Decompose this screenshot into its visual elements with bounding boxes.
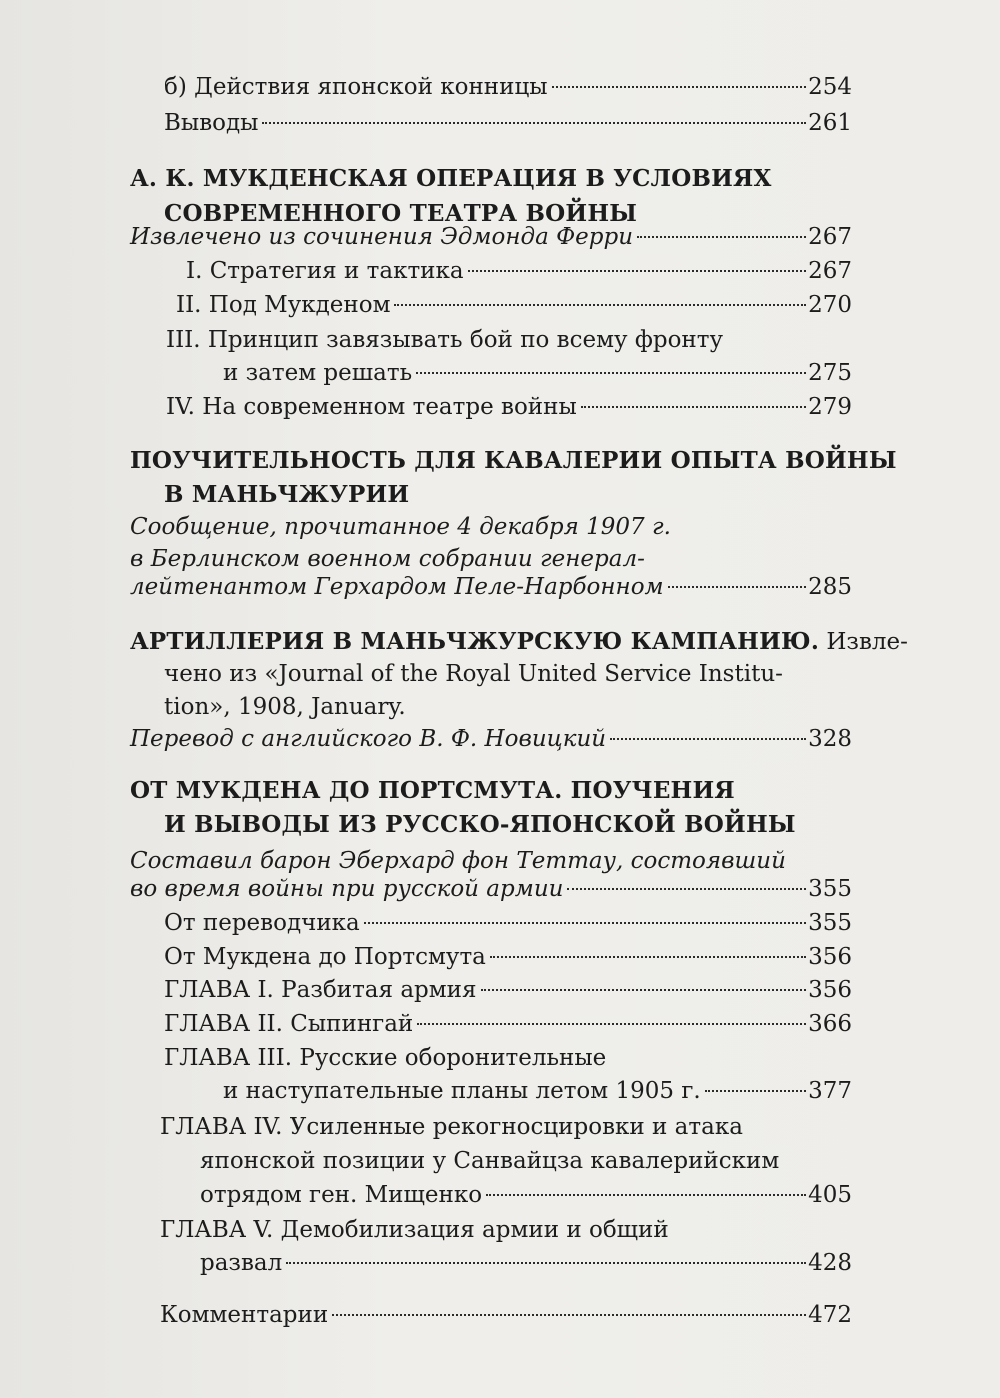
leader-dots xyxy=(581,406,806,408)
toc-entry-title: ГЛАВА II. Сыпингай xyxy=(164,1011,414,1037)
toc-entry xyxy=(223,1078,852,1104)
toc-source: в Берлинском военном собрании генерал- xyxy=(130,546,645,572)
toc-entry-title: I. Стратегия и тактика xyxy=(186,258,464,284)
toc-entry xyxy=(164,977,852,1003)
leader-dots xyxy=(286,1262,806,1264)
toc-entry-title: От Мукдена до Портсмута xyxy=(164,944,486,970)
toc-page-number: 366 xyxy=(808,1011,852,1037)
toc-page-number: 356 xyxy=(808,944,852,970)
toc-entry xyxy=(130,726,852,752)
toc-entry xyxy=(200,1182,852,1208)
leader-dots xyxy=(637,236,806,238)
leader-dots xyxy=(705,1090,806,1092)
section-title: В МАНЬЧЖУРИИ xyxy=(164,481,410,508)
toc-entry-title: Выводы xyxy=(164,110,259,136)
section-title: ПОУЧИТЕЛЬНОСТЬ ДЛЯ КАВАЛЕРИИ ОПЫТА ВОЙНЫ xyxy=(130,447,897,474)
toc-entry-title: японской позиции у Санвайцза кавалерийским xyxy=(200,1148,780,1174)
leader-dots xyxy=(668,586,806,588)
leader-dots xyxy=(468,270,806,272)
toc-entry-title: От переводчика xyxy=(164,910,360,936)
leader-dots xyxy=(417,1023,806,1025)
toc-page-number: 405 xyxy=(808,1182,852,1208)
toc-entry-title: II. Под Мукденом xyxy=(176,292,391,318)
toc-entry-title: III. Принцип завязывать бой по всему фронту xyxy=(166,327,724,353)
toc-entry-title: б) Действия японской конницы xyxy=(164,74,548,100)
leader-dots xyxy=(567,888,806,890)
toc-entry-title: ГЛАВА I. Разбитая армия xyxy=(164,977,477,1003)
leader-dots xyxy=(332,1314,806,1316)
toc-page-number: 270 xyxy=(808,292,852,318)
leader-dots xyxy=(416,372,806,374)
toc-entry xyxy=(130,876,852,902)
toc-entry xyxy=(164,1011,852,1037)
toc-page-number: 355 xyxy=(808,876,852,902)
toc-entry-title: и наступательные планы летом 1905 г. xyxy=(223,1078,701,1104)
toc-entry xyxy=(130,224,852,250)
toc-page-number: 267 xyxy=(808,258,852,284)
toc-source: Составил барон Эберхард фон Теттау, состоявший xyxy=(130,848,786,874)
toc-page-number: 328 xyxy=(808,726,852,752)
toc-page-number: 275 xyxy=(808,360,852,386)
section-title: СОВРЕМЕННОГО ТЕАТРА ВОЙНЫ xyxy=(164,200,638,227)
toc-source: во время войны при русской армии xyxy=(130,876,564,902)
toc-entry xyxy=(164,944,852,970)
toc-page-number: 355 xyxy=(808,910,852,936)
leader-dots xyxy=(481,989,807,991)
toc-entry xyxy=(130,574,852,600)
toc-entry-title: ГЛАВА III. Русские оборонительные xyxy=(164,1045,607,1071)
leader-dots xyxy=(610,738,806,740)
toc-page-number: 428 xyxy=(808,1250,852,1276)
toc-entry xyxy=(176,292,852,318)
section-description: tion», 1908, January. xyxy=(164,694,406,720)
leader-dots xyxy=(262,122,806,124)
toc-entry xyxy=(164,74,852,100)
toc-entry-title: Комментарии xyxy=(160,1302,329,1328)
toc-entry xyxy=(164,110,852,136)
section-description: чено из «Journal of the Royal United Service Institu- xyxy=(164,661,783,687)
toc-page-number: 267 xyxy=(808,224,852,250)
toc-source: Перевод с английского В. Ф. Новицкий xyxy=(130,726,607,752)
toc-page-number: 254 xyxy=(808,74,852,100)
section-title: АРТИЛЛЕРИЯ В МАНЬЧЖУРСКУЮ КАМПАНИЮ. xyxy=(130,628,820,655)
toc-page-number: 472 xyxy=(808,1302,852,1328)
toc-entry xyxy=(186,258,852,284)
toc-entry-title: и затем решать xyxy=(223,360,413,386)
toc-page-number: 261 xyxy=(808,110,852,136)
toc-entry-title: IV. На современном театре войны xyxy=(166,394,577,420)
toc-entry xyxy=(160,1302,852,1328)
toc-source: лейтенантом Герхардом Пеле-Нарбонном xyxy=(130,574,664,600)
toc-source: Извлечено из сочинения Эдмонда Ферри xyxy=(130,224,634,250)
toc-page-number: 285 xyxy=(808,574,852,600)
toc-page-number: 377 xyxy=(808,1078,852,1104)
toc-entry xyxy=(166,394,852,420)
toc-entry-title: развал xyxy=(200,1250,283,1276)
toc-page-number: 356 xyxy=(808,977,852,1003)
toc-entry-title: отрядом ген. Мищенко xyxy=(200,1182,483,1208)
section-title: ОТ МУКДЕНА ДО ПОРТСМУТА. ПОУЧЕНИЯ xyxy=(130,777,735,804)
toc-entry xyxy=(164,910,852,936)
toc-entry xyxy=(223,360,852,386)
toc-entry-title: ГЛАВА V. Демобилизация армии и общий xyxy=(160,1217,669,1243)
section-title-line xyxy=(130,628,908,655)
section-title-rest: Извле- xyxy=(819,629,908,655)
leader-dots xyxy=(486,1194,806,1196)
leader-dots xyxy=(552,86,807,88)
section-title: И ВЫВОДЫ ИЗ РУССКО-ЯПОНСКОЙ ВОЙНЫ xyxy=(164,811,796,838)
section-title: А. К. МУКДЕНСКАЯ ОПЕРАЦИЯ В УСЛОВИЯХ xyxy=(130,165,772,192)
toc-entry-title: ГЛАВА IV. Усиленные рекогносцировки и атака xyxy=(160,1114,743,1140)
leader-dots xyxy=(490,956,806,958)
leader-dots xyxy=(394,304,806,306)
leader-dots xyxy=(364,922,806,924)
toc-page-number: 279 xyxy=(808,394,852,420)
toc-source: Сообщение, прочитанное 4 декабря 1907 г. xyxy=(130,514,671,540)
toc-entry xyxy=(200,1250,852,1276)
